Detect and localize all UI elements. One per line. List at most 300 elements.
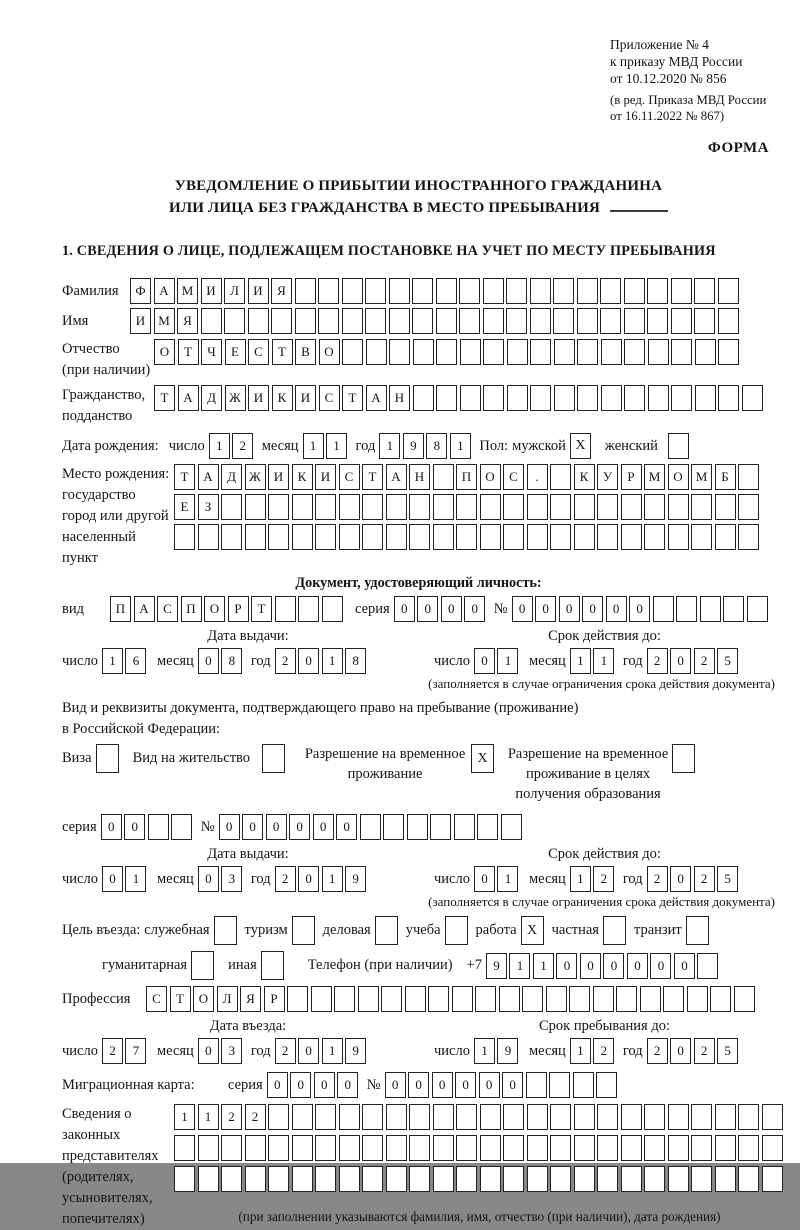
char-box[interactable] bbox=[530, 308, 551, 334]
char-box[interactable]: Н bbox=[409, 464, 430, 490]
char-box[interactable] bbox=[718, 339, 739, 365]
char-box[interactable]: 0 bbox=[512, 596, 533, 622]
char-box[interactable]: Е bbox=[225, 339, 246, 365]
char-box[interactable] bbox=[483, 385, 504, 411]
char-box[interactable]: 0 bbox=[582, 596, 603, 622]
char-box[interactable] bbox=[738, 1166, 759, 1192]
char-box[interactable]: 1 bbox=[509, 953, 530, 979]
char-box[interactable]: О bbox=[319, 339, 340, 365]
char-box[interactable] bbox=[569, 986, 590, 1012]
char-box[interactable] bbox=[668, 1104, 689, 1130]
char-box[interactable] bbox=[597, 1166, 618, 1192]
char-box[interactable] bbox=[245, 494, 266, 520]
char-box[interactable]: 0 bbox=[394, 596, 415, 622]
char-box[interactable] bbox=[224, 308, 245, 334]
char-box[interactable] bbox=[648, 385, 669, 411]
char-box[interactable] bbox=[174, 1135, 195, 1161]
char-box[interactable]: 0 bbox=[385, 1072, 406, 1098]
char-box[interactable] bbox=[718, 385, 739, 411]
char-box[interactable] bbox=[362, 1135, 383, 1161]
char-box[interactable]: К bbox=[292, 464, 313, 490]
patronymic-boxes[interactable] bbox=[154, 339, 742, 365]
char-box[interactable]: Ф bbox=[130, 278, 151, 304]
char-box[interactable]: 2 bbox=[593, 866, 614, 892]
char-box[interactable] bbox=[409, 1104, 430, 1130]
char-box[interactable]: 0 bbox=[198, 648, 219, 674]
char-box[interactable] bbox=[413, 385, 434, 411]
char-box[interactable]: 0 bbox=[455, 1072, 476, 1098]
char-box[interactable]: 1 bbox=[474, 1038, 495, 1064]
char-box[interactable]: 0 bbox=[337, 1072, 358, 1098]
char-box[interactable] bbox=[738, 524, 759, 550]
char-box[interactable]: 0 bbox=[474, 866, 495, 892]
char-box[interactable] bbox=[174, 1166, 195, 1192]
char-box[interactable] bbox=[198, 524, 219, 550]
char-box[interactable]: 0 bbox=[432, 1072, 453, 1098]
char-box[interactable]: М bbox=[177, 278, 198, 304]
char-box[interactable] bbox=[574, 1135, 595, 1161]
char-box[interactable]: 5 bbox=[717, 866, 738, 892]
char-box[interactable]: 2 bbox=[694, 1038, 715, 1064]
char-box[interactable] bbox=[503, 494, 524, 520]
char-box[interactable] bbox=[268, 1135, 289, 1161]
char-box[interactable]: 0 bbox=[464, 596, 485, 622]
char-box[interactable] bbox=[456, 494, 477, 520]
char-box[interactable] bbox=[554, 385, 575, 411]
char-box[interactable] bbox=[433, 524, 454, 550]
char-box[interactable]: 1 bbox=[198, 1104, 219, 1130]
char-box[interactable] bbox=[573, 1072, 594, 1098]
char-box[interactable]: 8 bbox=[221, 648, 242, 674]
char-box[interactable] bbox=[409, 1135, 430, 1161]
char-box[interactable]: И bbox=[201, 278, 222, 304]
char-box[interactable]: Р bbox=[621, 464, 642, 490]
char-box[interactable] bbox=[527, 494, 548, 520]
char-box[interactable] bbox=[668, 1166, 689, 1192]
char-box[interactable] bbox=[454, 814, 475, 840]
char-box[interactable]: С bbox=[339, 464, 360, 490]
char-box[interactable]: П bbox=[110, 596, 131, 622]
birth-place-boxes-row1[interactable] bbox=[174, 464, 762, 490]
char-box[interactable]: Б bbox=[715, 464, 736, 490]
char-box[interactable]: А bbox=[386, 464, 407, 490]
residence-permit-checkbox[interactable] bbox=[262, 744, 285, 773]
purpose-private-checkbox[interactable] bbox=[603, 916, 626, 945]
char-box[interactable] bbox=[292, 1104, 313, 1130]
char-box[interactable] bbox=[342, 308, 363, 334]
char-box[interactable] bbox=[386, 1104, 407, 1130]
char-box[interactable]: С bbox=[248, 339, 269, 365]
char-box[interactable]: 0 bbox=[124, 814, 145, 840]
char-box[interactable] bbox=[386, 524, 407, 550]
char-box[interactable]: К bbox=[272, 385, 293, 411]
char-box[interactable]: 2 bbox=[694, 866, 715, 892]
char-box[interactable]: 0 bbox=[479, 1072, 500, 1098]
char-box[interactable] bbox=[245, 1166, 266, 1192]
char-box[interactable] bbox=[287, 986, 308, 1012]
char-box[interactable] bbox=[221, 1166, 242, 1192]
char-box[interactable] bbox=[527, 524, 548, 550]
residence-valid-day-boxes[interactable] bbox=[474, 866, 521, 892]
char-box[interactable]: 0 bbox=[502, 1072, 523, 1098]
char-box[interactable]: 0 bbox=[290, 1072, 311, 1098]
char-box[interactable] bbox=[691, 494, 712, 520]
char-box[interactable] bbox=[436, 385, 457, 411]
birth-month-boxes[interactable] bbox=[303, 433, 350, 459]
char-box[interactable] bbox=[268, 494, 289, 520]
char-box[interactable] bbox=[597, 494, 618, 520]
char-box[interactable] bbox=[503, 1104, 524, 1130]
char-box[interactable] bbox=[762, 1135, 783, 1161]
char-box[interactable] bbox=[342, 278, 363, 304]
char-box[interactable] bbox=[671, 308, 692, 334]
char-box[interactable]: О bbox=[154, 339, 175, 365]
char-box[interactable] bbox=[366, 339, 387, 365]
char-box[interactable] bbox=[577, 308, 598, 334]
char-box[interactable] bbox=[339, 1166, 360, 1192]
temp-residence-permit-checkbox[interactable]: X bbox=[471, 744, 494, 773]
purpose-humanitarian-checkbox[interactable] bbox=[191, 951, 214, 980]
char-box[interactable] bbox=[550, 1135, 571, 1161]
char-box[interactable] bbox=[530, 385, 551, 411]
surname-boxes[interactable] bbox=[130, 278, 741, 304]
char-box[interactable] bbox=[577, 385, 598, 411]
char-box[interactable]: 1 bbox=[533, 953, 554, 979]
char-box[interactable]: 2 bbox=[647, 1038, 668, 1064]
char-box[interactable]: 2 bbox=[245, 1104, 266, 1130]
char-box[interactable] bbox=[362, 524, 383, 550]
char-box[interactable]: 0 bbox=[627, 953, 648, 979]
char-box[interactable]: 0 bbox=[314, 1072, 335, 1098]
char-box[interactable]: 2 bbox=[647, 866, 668, 892]
char-box[interactable]: А bbox=[154, 278, 175, 304]
residence-valid-month-boxes[interactable] bbox=[570, 866, 617, 892]
char-box[interactable]: 6 bbox=[125, 648, 146, 674]
char-box[interactable]: 1 bbox=[593, 648, 614, 674]
char-box[interactable] bbox=[292, 494, 313, 520]
purpose-study-checkbox[interactable] bbox=[445, 916, 468, 945]
char-box[interactable] bbox=[460, 339, 481, 365]
char-box[interactable] bbox=[691, 1166, 712, 1192]
char-box[interactable]: 0 bbox=[267, 1072, 288, 1098]
char-box[interactable] bbox=[762, 1104, 783, 1130]
char-box[interactable] bbox=[527, 1104, 548, 1130]
char-box[interactable] bbox=[574, 524, 595, 550]
char-box[interactable]: 1 bbox=[174, 1104, 195, 1130]
char-box[interactable]: 2 bbox=[221, 1104, 242, 1130]
char-box[interactable]: 0 bbox=[101, 814, 122, 840]
char-box[interactable] bbox=[409, 524, 430, 550]
char-box[interactable] bbox=[271, 308, 292, 334]
char-box[interactable]: 3 bbox=[221, 866, 242, 892]
char-box[interactable] bbox=[700, 596, 721, 622]
char-box[interactable] bbox=[413, 339, 434, 365]
char-box[interactable] bbox=[694, 308, 715, 334]
char-box[interactable]: Л bbox=[224, 278, 245, 304]
char-box[interactable]: 3 bbox=[221, 1038, 242, 1064]
char-box[interactable] bbox=[412, 278, 433, 304]
char-box[interactable]: Д bbox=[201, 385, 222, 411]
char-box[interactable] bbox=[268, 1104, 289, 1130]
char-box[interactable]: З bbox=[198, 494, 219, 520]
char-box[interactable] bbox=[456, 1166, 477, 1192]
char-box[interactable]: 0 bbox=[670, 648, 691, 674]
char-box[interactable] bbox=[436, 308, 457, 334]
legal-reps-boxes-row2[interactable] bbox=[174, 1135, 785, 1161]
char-box[interactable] bbox=[318, 278, 339, 304]
purpose-work-checkbox[interactable]: X bbox=[521, 916, 544, 945]
char-box[interactable] bbox=[318, 308, 339, 334]
char-box[interactable] bbox=[339, 1104, 360, 1130]
char-box[interactable] bbox=[245, 1135, 266, 1161]
char-box[interactable]: Т bbox=[342, 385, 363, 411]
char-box[interactable] bbox=[268, 1166, 289, 1192]
char-box[interactable]: 8 bbox=[345, 648, 366, 674]
char-box[interactable]: 0 bbox=[242, 814, 263, 840]
char-box[interactable] bbox=[715, 1104, 736, 1130]
char-box[interactable] bbox=[501, 814, 522, 840]
char-box[interactable] bbox=[506, 278, 527, 304]
gender-female-checkbox[interactable] bbox=[668, 433, 689, 459]
char-box[interactable] bbox=[386, 1166, 407, 1192]
char-box[interactable] bbox=[550, 524, 571, 550]
char-box[interactable] bbox=[503, 524, 524, 550]
char-box[interactable]: 1 bbox=[570, 1038, 591, 1064]
migration-card-number-boxes[interactable] bbox=[385, 1072, 620, 1098]
char-box[interactable]: 9 bbox=[486, 953, 507, 979]
char-box[interactable] bbox=[738, 1104, 759, 1130]
char-box[interactable]: 0 bbox=[674, 953, 695, 979]
char-box[interactable] bbox=[621, 1135, 642, 1161]
char-box[interactable] bbox=[362, 1104, 383, 1130]
legal-reps-boxes-row3[interactable] bbox=[174, 1166, 785, 1192]
char-box[interactable]: 1 bbox=[209, 433, 230, 459]
char-box[interactable] bbox=[738, 1135, 759, 1161]
char-box[interactable]: 0 bbox=[580, 953, 601, 979]
char-box[interactable]: 2 bbox=[694, 648, 715, 674]
char-box[interactable]: 1 bbox=[303, 433, 324, 459]
birth-place-boxes-row3[interactable] bbox=[174, 524, 762, 550]
char-box[interactable]: 8 bbox=[426, 433, 447, 459]
char-box[interactable] bbox=[644, 1104, 665, 1130]
char-box[interactable] bbox=[499, 986, 520, 1012]
char-box[interactable] bbox=[381, 986, 402, 1012]
char-box[interactable] bbox=[339, 494, 360, 520]
char-box[interactable] bbox=[530, 339, 551, 365]
char-box[interactable]: Т bbox=[170, 986, 191, 1012]
char-box[interactable] bbox=[480, 494, 501, 520]
char-box[interactable] bbox=[292, 524, 313, 550]
char-box[interactable] bbox=[647, 278, 668, 304]
char-box[interactable]: 1 bbox=[322, 648, 343, 674]
char-box[interactable] bbox=[553, 308, 574, 334]
char-box[interactable] bbox=[298, 596, 319, 622]
char-box[interactable] bbox=[221, 1135, 242, 1161]
char-box[interactable]: 1 bbox=[379, 433, 400, 459]
char-box[interactable] bbox=[433, 464, 454, 490]
char-box[interactable]: 9 bbox=[403, 433, 424, 459]
char-box[interactable]: 0 bbox=[535, 596, 556, 622]
char-box[interactable] bbox=[362, 1166, 383, 1192]
given-name-boxes[interactable] bbox=[130, 308, 741, 334]
residence-doc-number-boxes[interactable] bbox=[219, 814, 525, 840]
char-box[interactable]: Т bbox=[154, 385, 175, 411]
residence-issue-year-boxes[interactable] bbox=[275, 866, 369, 892]
char-box[interactable] bbox=[456, 1104, 477, 1130]
identity-valid-year-boxes[interactable] bbox=[647, 648, 741, 674]
char-box[interactable] bbox=[644, 1135, 665, 1161]
char-box[interactable] bbox=[742, 385, 763, 411]
char-box[interactable] bbox=[456, 524, 477, 550]
char-box[interactable] bbox=[389, 278, 410, 304]
char-box[interactable] bbox=[577, 278, 598, 304]
char-box[interactable]: С bbox=[146, 986, 167, 1012]
char-box[interactable] bbox=[553, 278, 574, 304]
char-box[interactable] bbox=[640, 986, 661, 1012]
char-box[interactable] bbox=[275, 596, 296, 622]
char-box[interactable] bbox=[600, 308, 621, 334]
char-box[interactable] bbox=[475, 986, 496, 1012]
char-box[interactable] bbox=[546, 986, 567, 1012]
identity-valid-month-boxes[interactable] bbox=[570, 648, 617, 674]
char-box[interactable]: 1 bbox=[497, 866, 518, 892]
char-box[interactable]: 0 bbox=[336, 814, 357, 840]
birth-place-boxes-row2[interactable] bbox=[174, 494, 762, 520]
char-box[interactable] bbox=[687, 986, 708, 1012]
char-box[interactable]: 2 bbox=[232, 433, 253, 459]
char-box[interactable] bbox=[483, 339, 504, 365]
char-box[interactable]: 0 bbox=[670, 866, 691, 892]
char-box[interactable]: 2 bbox=[275, 648, 296, 674]
char-box[interactable]: Я bbox=[177, 308, 198, 334]
char-box[interactable] bbox=[762, 1166, 783, 1192]
char-box[interactable] bbox=[574, 494, 595, 520]
char-box[interactable]: 9 bbox=[497, 1038, 518, 1064]
char-box[interactable]: 0 bbox=[650, 953, 671, 979]
birth-day-boxes[interactable] bbox=[209, 433, 256, 459]
char-box[interactable] bbox=[358, 986, 379, 1012]
char-box[interactable] bbox=[596, 1072, 617, 1098]
char-box[interactable] bbox=[522, 986, 543, 1012]
char-box[interactable] bbox=[671, 278, 692, 304]
char-box[interactable] bbox=[621, 1166, 642, 1192]
char-box[interactable] bbox=[506, 308, 527, 334]
char-box[interactable] bbox=[334, 986, 355, 1012]
char-box[interactable] bbox=[433, 1166, 454, 1192]
char-box[interactable] bbox=[365, 278, 386, 304]
char-box[interactable] bbox=[718, 278, 739, 304]
char-box[interactable]: Л bbox=[217, 986, 238, 1012]
char-box[interactable] bbox=[507, 385, 528, 411]
char-box[interactable] bbox=[597, 1135, 618, 1161]
stay-day-boxes[interactable] bbox=[474, 1038, 521, 1064]
char-box[interactable]: 1 bbox=[450, 433, 471, 459]
char-box[interactable]: 1 bbox=[322, 866, 343, 892]
char-box[interactable]: 0 bbox=[313, 814, 334, 840]
gender-male-checkbox[interactable]: X bbox=[570, 433, 591, 459]
char-box[interactable]: Ж bbox=[245, 464, 266, 490]
char-box[interactable]: 0 bbox=[408, 1072, 429, 1098]
char-box[interactable] bbox=[668, 524, 689, 550]
char-box[interactable] bbox=[648, 339, 669, 365]
char-box[interactable] bbox=[201, 308, 222, 334]
char-box[interactable] bbox=[621, 494, 642, 520]
char-box[interactable]: А bbox=[366, 385, 387, 411]
char-box[interactable]: А bbox=[178, 385, 199, 411]
char-box[interactable] bbox=[433, 1135, 454, 1161]
char-box[interactable]: 1 bbox=[125, 866, 146, 892]
char-box[interactable]: С bbox=[319, 385, 340, 411]
char-box[interactable]: Т bbox=[251, 596, 272, 622]
char-box[interactable] bbox=[383, 814, 404, 840]
char-box[interactable]: 0 bbox=[606, 596, 627, 622]
char-box[interactable] bbox=[530, 278, 551, 304]
char-box[interactable]: Д bbox=[221, 464, 242, 490]
char-box[interactable]: 2 bbox=[275, 1038, 296, 1064]
char-box[interactable]: 1 bbox=[326, 433, 347, 459]
char-box[interactable] bbox=[459, 278, 480, 304]
identity-doc-number-boxes[interactable] bbox=[512, 596, 771, 622]
char-box[interactable]: 0 bbox=[298, 648, 319, 674]
char-box[interactable]: С bbox=[157, 596, 178, 622]
char-box[interactable]: Т bbox=[174, 464, 195, 490]
char-box[interactable] bbox=[715, 524, 736, 550]
phone-boxes[interactable] bbox=[486, 953, 721, 979]
char-box[interactable]: 0 bbox=[670, 1038, 691, 1064]
char-box[interactable]: И bbox=[315, 464, 336, 490]
char-box[interactable] bbox=[339, 1135, 360, 1161]
char-box[interactable]: 1 bbox=[102, 648, 123, 674]
char-box[interactable] bbox=[503, 1166, 524, 1192]
char-box[interactable]: 1 bbox=[570, 648, 591, 674]
char-box[interactable] bbox=[339, 524, 360, 550]
citizenship-boxes[interactable] bbox=[154, 385, 765, 411]
entry-month-boxes[interactable] bbox=[198, 1038, 245, 1064]
char-box[interactable]: И bbox=[268, 464, 289, 490]
birth-year-boxes[interactable] bbox=[379, 433, 473, 459]
char-box[interactable] bbox=[342, 339, 363, 365]
char-box[interactable] bbox=[671, 385, 692, 411]
char-box[interactable] bbox=[676, 596, 697, 622]
char-box[interactable] bbox=[663, 986, 684, 1012]
char-box[interactable]: О bbox=[480, 464, 501, 490]
char-box[interactable] bbox=[360, 814, 381, 840]
char-box[interactable]: О bbox=[193, 986, 214, 1012]
char-box[interactable]: 5 bbox=[717, 648, 738, 674]
char-box[interactable] bbox=[668, 494, 689, 520]
char-box[interactable] bbox=[315, 1104, 336, 1130]
char-box[interactable]: 0 bbox=[266, 814, 287, 840]
char-box[interactable]: 0 bbox=[298, 866, 319, 892]
char-box[interactable] bbox=[734, 986, 755, 1012]
char-box[interactable]: 1 bbox=[322, 1038, 343, 1064]
char-box[interactable] bbox=[365, 308, 386, 334]
char-box[interactable]: Ч bbox=[201, 339, 222, 365]
char-box[interactable]: 1 bbox=[497, 648, 518, 674]
char-box[interactable] bbox=[268, 524, 289, 550]
char-box[interactable] bbox=[695, 339, 716, 365]
migration-card-series-boxes[interactable] bbox=[267, 1072, 361, 1098]
char-box[interactable] bbox=[386, 494, 407, 520]
identity-doc-series-boxes[interactable] bbox=[394, 596, 488, 622]
char-box[interactable] bbox=[574, 1166, 595, 1192]
char-box[interactable] bbox=[526, 1072, 547, 1098]
char-box[interactable] bbox=[738, 464, 759, 490]
identity-doc-kind-boxes[interactable] bbox=[110, 596, 345, 622]
char-box[interactable] bbox=[624, 339, 645, 365]
char-box[interactable] bbox=[616, 986, 637, 1012]
char-box[interactable] bbox=[597, 524, 618, 550]
